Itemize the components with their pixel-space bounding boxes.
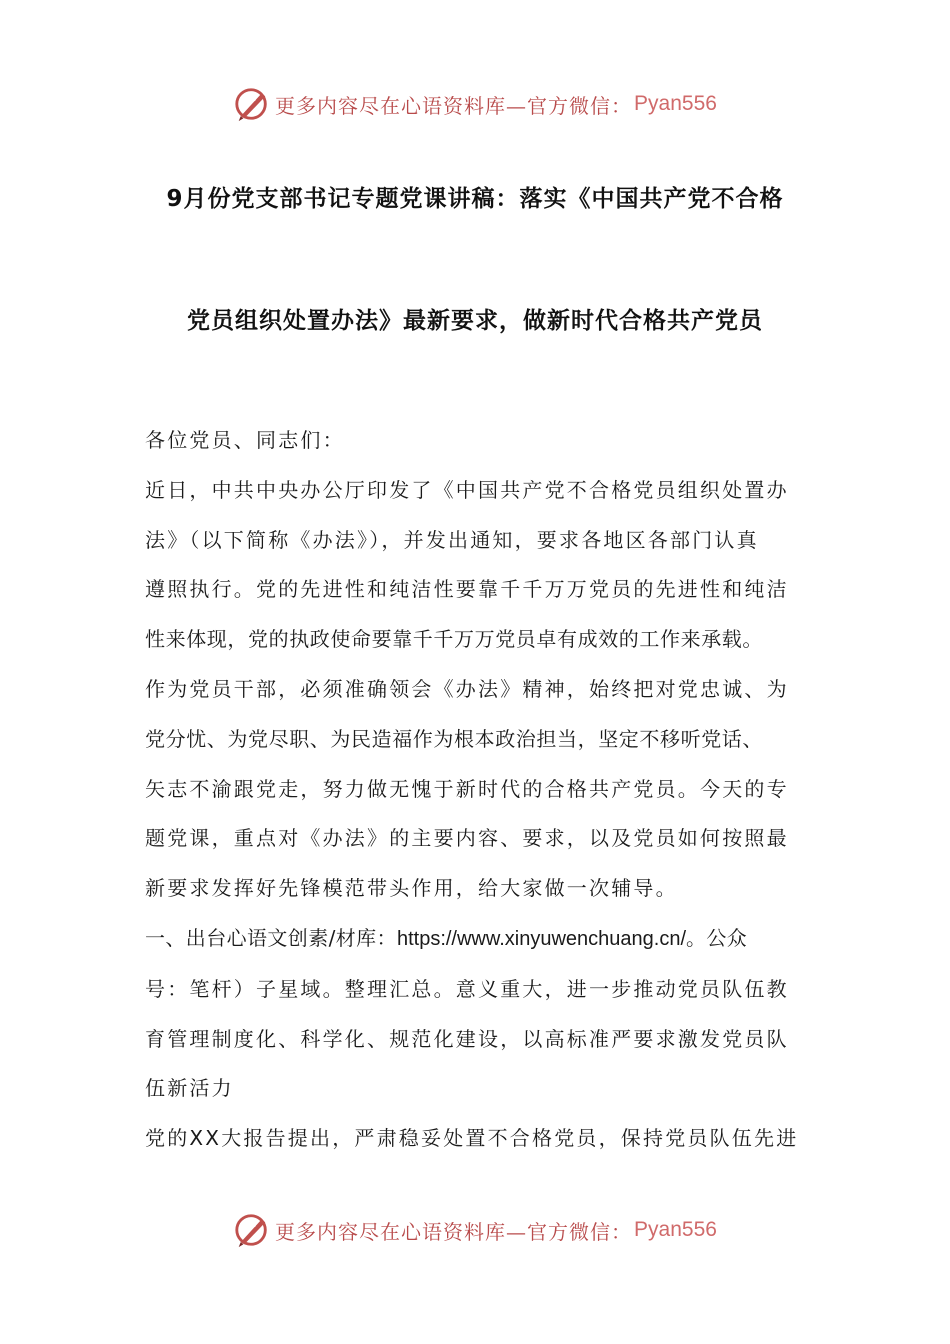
body-line: 各位党员、同志们： [145, 428, 345, 452]
body-line: 遵照执行。党的先进性和纯洁性要靠千千万万党员的先进性和纯洁 [145, 577, 789, 602]
body-line: 矢志不渝跟党走，努力做无愧于新时代的合格共产党员。今天的专 [145, 776, 789, 801]
section-heading-suffix: 。公众 [686, 925, 748, 950]
body-line: 育管理制度化、科学化、规范化建设，以高标准严要求激发党员队 [145, 1026, 789, 1051]
section-heading-prefix: 一、出台心语文创素/材库： [145, 925, 397, 950]
banner-wechat-id: Pyan556 [634, 1218, 717, 1241]
banner-text: 更多内容尽在心语资料库—官方微信： [275, 93, 633, 118]
header-watermark-banner [0, 82, 950, 126]
body-line: 法》（以下简称《办法》），并发出通知，要求各地区各部门认真 [145, 527, 759, 552]
resource-url-link[interactable]: https://www.xinyuwenchuang.cn/ [396, 927, 686, 950]
pen-logo-icon [233, 85, 271, 123]
footer-watermark-banner [0, 1208, 950, 1252]
document-title-line-2: 党员组织处置办法》最新要求，做新时代合格共产党员 [187, 308, 763, 334]
body-line: 号：笔杆）子星域。整理汇总。意义重大，进一步推动党员队伍教 [145, 976, 789, 1001]
pen-logo-icon [233, 1211, 271, 1249]
body-line: 新要求发挥好先锋模范带头作用，给大家做一次辅导。 [145, 876, 678, 901]
body-line: 党的XX大报告提出，严肃稳妥处置不合格党员，保持党员队伍先进 [145, 1126, 799, 1151]
section-heading-1 [145, 914, 817, 965]
body-line: 伍新活力 [145, 1076, 234, 1101]
body-line: 作为党员干部，必须准确领会《办法》精神，始终把对党忠诚、为 [145, 676, 789, 701]
document-body [145, 416, 817, 1164]
body-line: 党分忧、为党尽职、为民造福作为根本政治担当，坚定不移听党话、 [145, 726, 763, 751]
body-line: 近日，中共中央办公厅印发了《中国共产党不合格党员组织处置办 [145, 477, 789, 502]
banner-text: 更多内容尽在心语资料库—官方微信： [275, 1219, 633, 1244]
banner-wechat-id: Pyan556 [634, 92, 717, 115]
document-title-line-1: 9月份党支部书记专题党课讲稿：落实《中国共产党不合格 [166, 186, 784, 212]
body-line: 题党课，重点对《办法》的主要内容、要求，以及党员如何按照最 [145, 826, 789, 851]
body-line: 性来体现，党的执政使命要靠千千万万党员卓有成效的工作来承载。 [145, 627, 763, 652]
